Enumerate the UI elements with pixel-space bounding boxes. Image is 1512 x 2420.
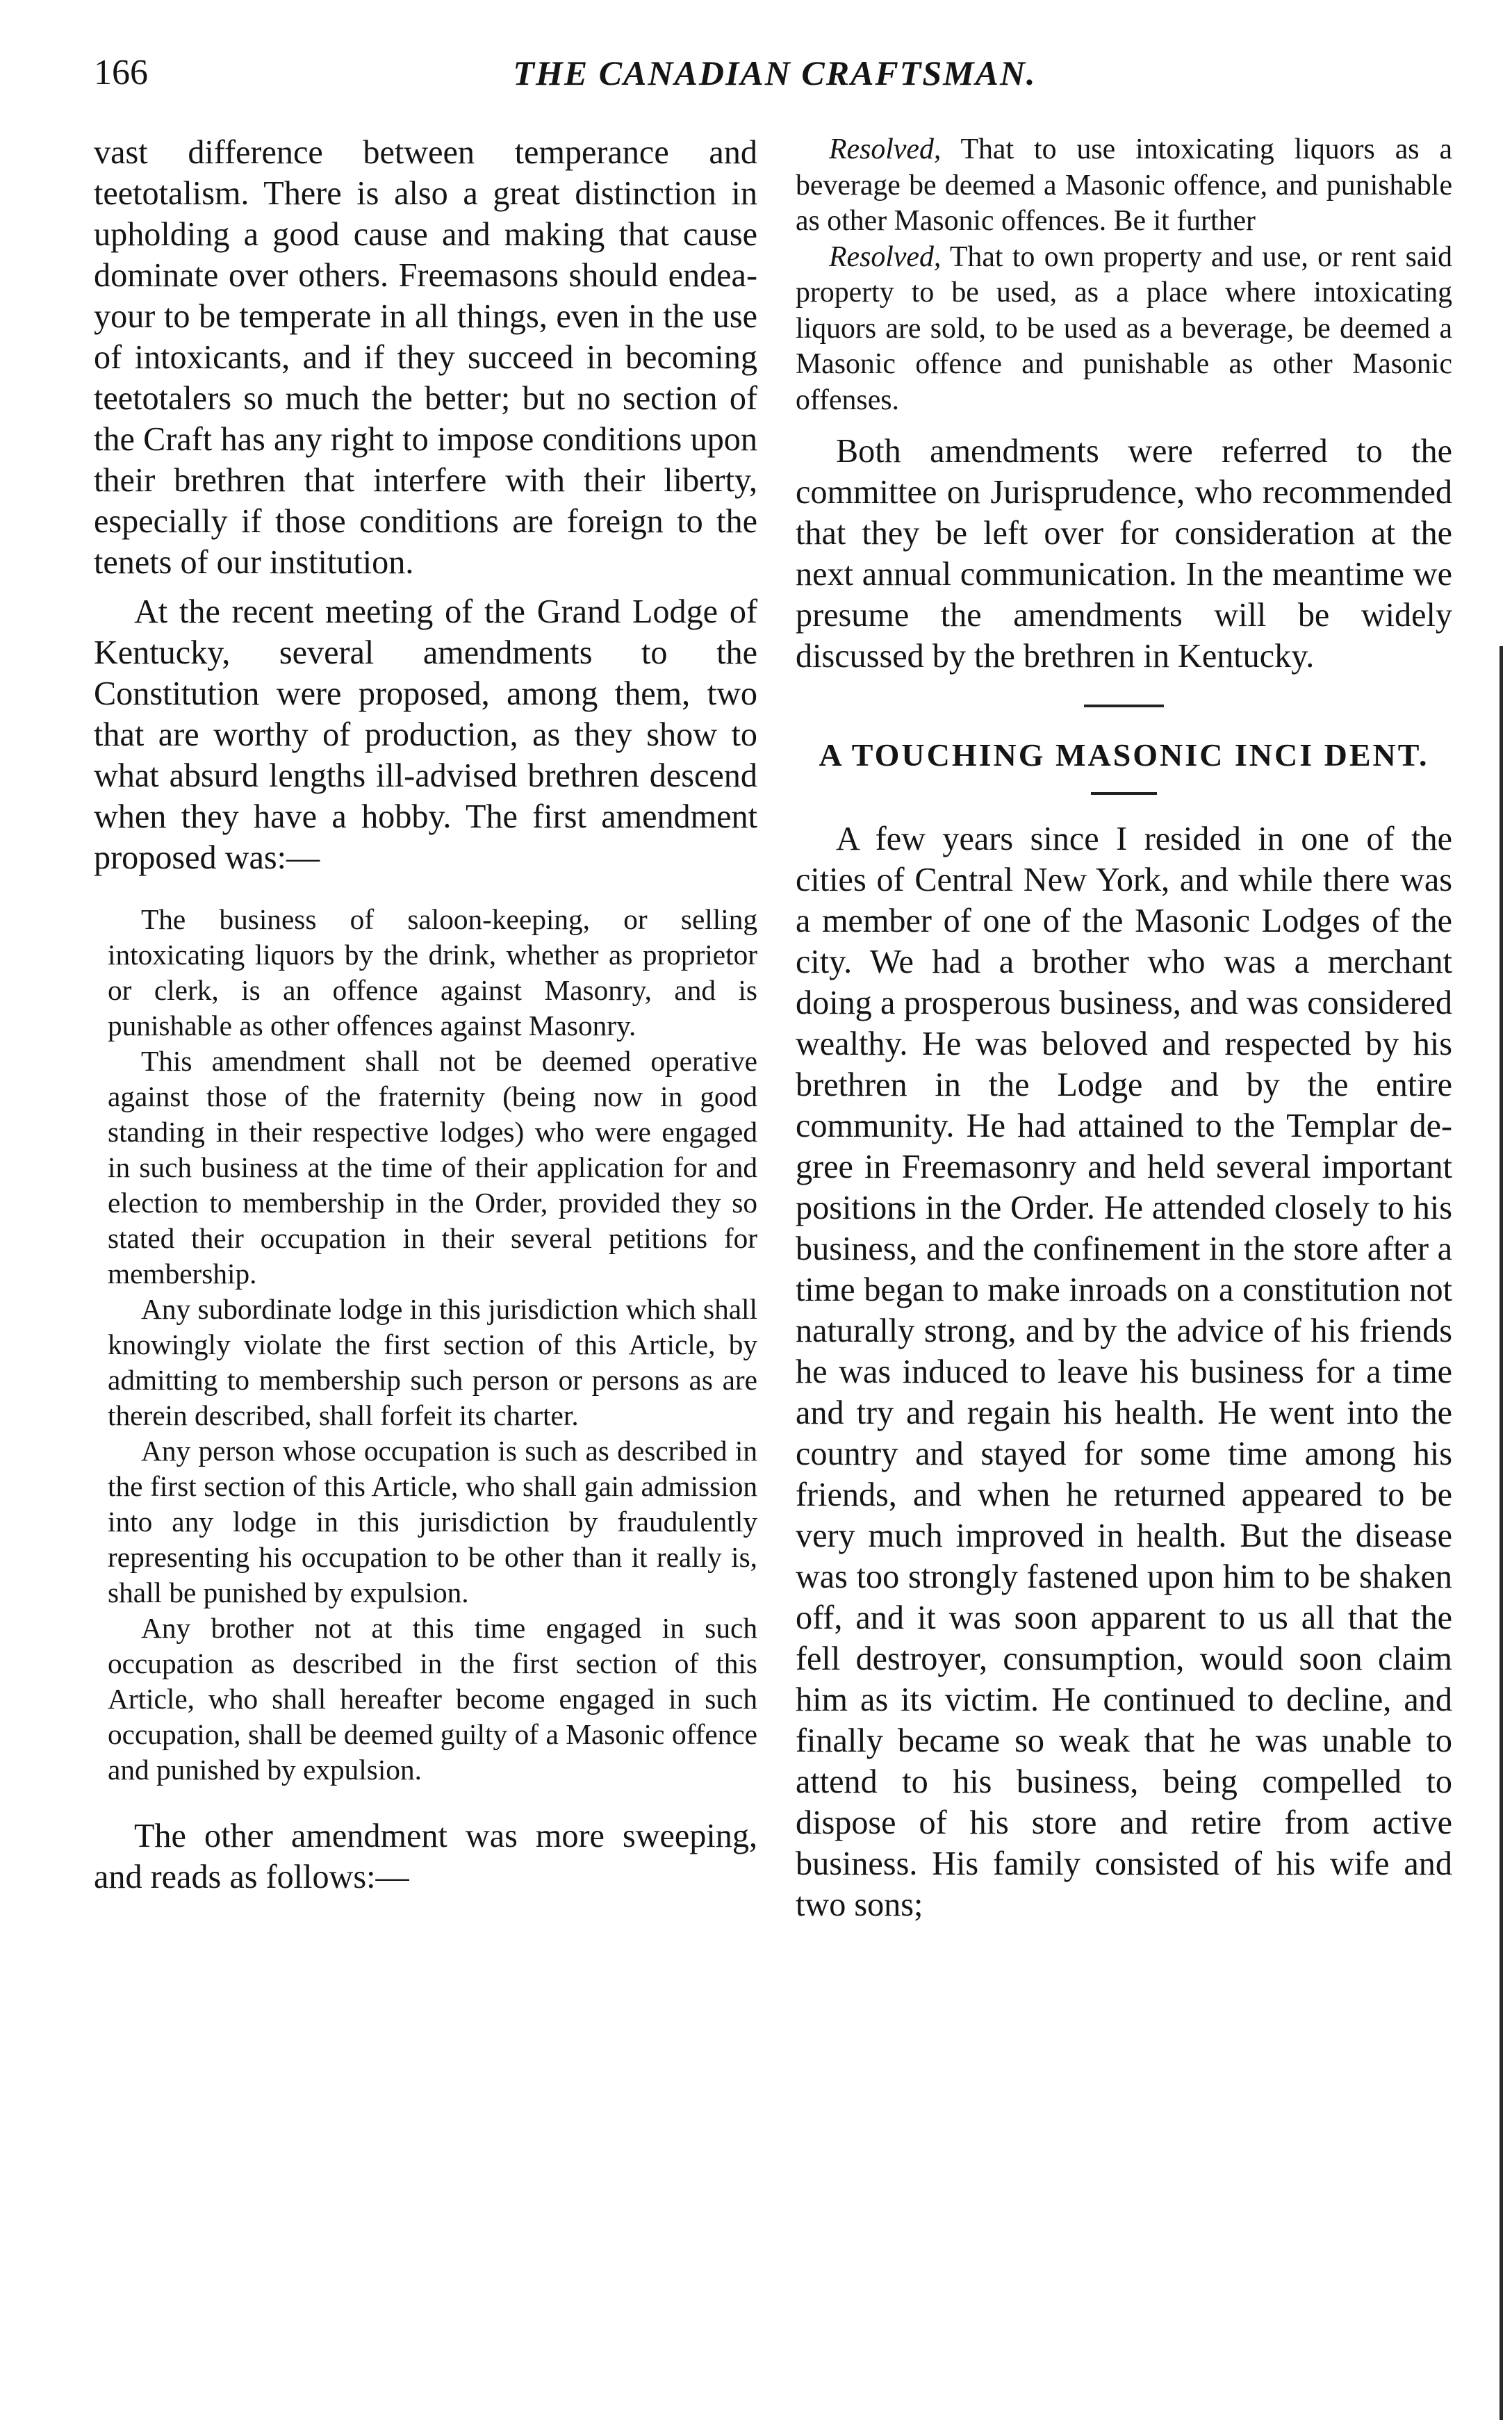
amendment-section-1: The business of saloon-keeping, or selling intoxicating liquors by the drink, whether as proprietor or clerk, is an offence against Masonry, and is punishable as other offences against Masonry. bbox=[108, 903, 757, 1042]
first-amendment-quote bbox=[94, 902, 757, 1788]
other-amendment-paragraph: The other amendment was more sweeping, and reads as follows:— bbox=[94, 1818, 757, 1895]
amendment-section-5: Any brother not at this time engaged in such occupation as described in the first section of this Article, who shall hereafter become engaged in such occupation, shall be deemed guilty of a Masonic offence and punished by expulsion. bbox=[108, 1612, 757, 1786]
amendment-section-4: Any person whose occupation is such as described in the first section of this Article, who shall gain admission into any lodge in this jurisdiction by fraudulently representing his occupation to be other than it really is, shall be punished by expulsion. bbox=[108, 1435, 757, 1608]
right-column bbox=[796, 132, 1452, 1925]
resolved-2 bbox=[796, 240, 1452, 419]
amendment-section-3: Any subordinate lodge in this jurisdiction which shall knowingly violate the first section of this Article, by admitting to membership such person or persons as are therein described, shall forfeit its charter. bbox=[108, 1293, 757, 1431]
intro-paragraph: vast difference between temperance and teetotalism. There is also a great distinction in upholding a good cause and making that cause dominate over others. Freemasons should endeayour to be temperate in all things, even in the use of intoxicants, and if they succeed in becoming teetotalers so much the better; but no section of the Craft has any right to impose conditions upon their brethren that interfere with their liberty, especially if those conditions are foreign to the tenets of our institution. bbox=[94, 134, 757, 581]
article-paragraph: A few years since I resided in one of the cities of Central New York, and while there was a member of one of the Masonic Lodges of the city. We had a brother who was a merchant doing a prosperous business, and was considered wealthy. He was beloved and respected by his brethren in the Lodge and by the entire community. He had attained to the Templar degree in Freemasonry and held several important positions in the Order. He attended closely to his business, and the confinement in the store after a time began to make inroads on a constitution not naturally strong, and by the advice of his friends he was induced to leave his business for a time and try and regain his health. He went into the country and stayed for some time among his friends, and when he returned appeared to be very much improved in health. But the disease was too strongly fastened upon him to be shaken off, and it was soon apparent to us all that the fell destroyer, consumption, would soon claim him as its victim. He continued to decline, and finally became so weak that he was unable to attend to his business, being compelled to dispose of his store and retire from active business. His family consisted of his wife and two sons; bbox=[796, 821, 1452, 1923]
resolved-1-text: That to use intoxicating liquors as a beverage be deemed a Masonic offence, and punishable as other Masonic offences. Be it further bbox=[796, 133, 1452, 237]
left-column bbox=[94, 132, 757, 1898]
referral-paragraph: Both amendments were referred to the committee on Jurisprudence, who recommended that they be left over for consideration at the next annual communication. In the meantime we presume the amendments will be widely discussed by the brethren in Kentucky. bbox=[796, 433, 1452, 675]
kentucky-paragraph: At the recent meeting of the Grand Lodge of Kentucky, several amendments to the Constitution were proposed, among them, two that are worthy of production, as they show to what absurd lengths ill-advised brethren descend when they have a hobby. The first amendment proposed was:— bbox=[94, 593, 757, 876]
resolved-2-lead: Resolved, bbox=[829, 240, 942, 273]
page-edge-rule bbox=[1499, 646, 1503, 2420]
page-number: 166 bbox=[94, 53, 148, 92]
resolved-1 bbox=[796, 132, 1452, 240]
running-head bbox=[94, 49, 1456, 97]
amendment-section-2: This amendment shall not be deemed operative against those of the fraternity (being now in good standing in their respective lodges) who were engaged in such business at the time of their application for and election to membership in the Order, provided they so stated their occupation in their several petitions for membership. bbox=[108, 1045, 757, 1290]
resolved-2-text: That to own property and use, or rent said property to be used, as a place where intoxicating liquors are sold, to be used as a beverage, be deemed a Masonic offence and punishable as other Masonic offenses. bbox=[796, 240, 1452, 416]
journal-title: THE CANADIAN CRAFTSMAN. bbox=[513, 53, 1037, 92]
resolved-1-lead: Resolved, bbox=[829, 133, 942, 165]
article-heading: A TOUCHING MASONIC INCI DENT. bbox=[819, 737, 1429, 773]
